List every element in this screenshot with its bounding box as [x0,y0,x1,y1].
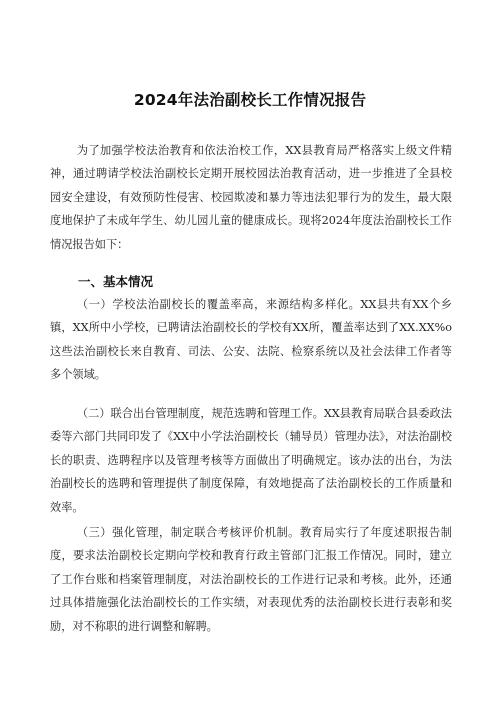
paragraph-text: （一）学校法治副校长的覆盖率高，来源结构多样化。XX县共有XX个乡镇，XX所中小学校，已聘请法治副校长的学校有XX所，覆盖率达到了XX.XX%o这些法治副校长来自教育、司法、公安、法院、检察系统以及社会法律工作者等多个领域。 [50,298,452,382]
intro-paragraph [50,139,452,256]
paragraph-text: （二）联合出台管理制度，规范选聘和管理工作。XX县教育局联合县委政法委等六部门共同印发了《XX中小学法治副校长（辅导员）管理办法》，对法治副校长的职责、选聘程序以及管理考核等方面做出了明确规定。该办法的出台，为法治副校长的选聘和管理提供了制度保障，有效地提高了法治副校长的工作质量和效率。 [50,407,452,514]
intro-text: 为了加强学校法治教育和依法治校工作，XX县教育局严格落实上级文件精神，通过聘请学校法治副校长定期开展校园法治教育活动，进一步推进了全县校园安全建设，有效预防性侵害、校园欺凌和暴力等违法犯罪行为的发生，最大限度地保护了未成年学生、幼儿园儿童的健康成长。现将2024年度法治副校长工作情况报告如下： [50,144,452,251]
paragraph-text: （三）强化管理，制定联合考核评价机制。教育局实行了年度述职报告制度，要求法治副校长定期向学校和教育行政主管部门汇报工作情况。同时，建立了工作台账和档案管理制度，对法治副校长的工作进行记录和考核。此外，还通过具体措施强化法治副校长的工作实绩，对表现优秀的法治副校长进行表彰和奖励，对不称职的进行调整和解聘。 [50,526,452,633]
paragraph-coverage [50,293,452,387]
paragraph-assessment [50,521,452,638]
paragraph-regulation [50,402,452,519]
document-title: 2024年法治副校长工作情况报告 [133,91,367,109]
section-heading: 一、基本情况 [78,274,154,289]
